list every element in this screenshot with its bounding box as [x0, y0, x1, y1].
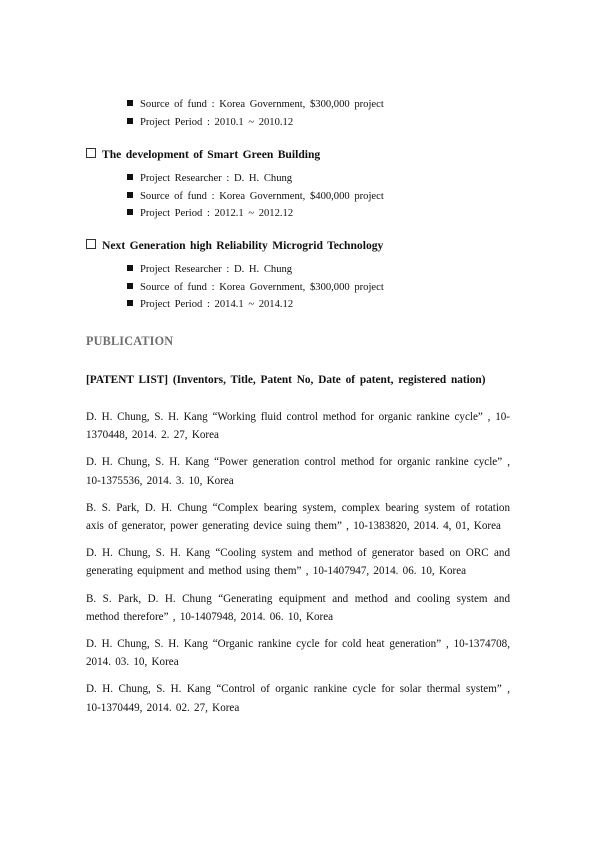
bullet-square-icon [127, 192, 133, 198]
project-1-details [127, 96, 384, 131]
patent-entry: D. H. Chung, S. H. Kang “Power generation control method for organic rankine cycle” , 10-1375536, 2014. 3. 10, Korea [86, 456, 510, 487]
project-3-period: Project Period : 2014.1 ~ 2014.12 [127, 296, 384, 314]
patent-list-heading: [PATENT LIST] (Inventors, Title, Patent No, Date of patent, registered nation) [86, 374, 486, 386]
checkbox-square-icon [86, 239, 96, 249]
patent-entry: D. H. Chung, S. H. Kang “Cooling system and method of generator based on ORC and generating equipment and method using them” , 10-1407947, 2014. 06. 10, Korea [86, 547, 510, 578]
bullet-square-icon [127, 265, 133, 271]
bullet-square-icon [127, 174, 133, 180]
project-2-period: Project Period : 2012.1 ~ 2012.12 [127, 205, 384, 223]
project-2-researcher: Project Researcher : D. H. Chung [127, 170, 384, 188]
project-3-fund: Source of fund : Korea Government, $300,000 project [127, 279, 384, 297]
checkbox-square-icon [86, 148, 96, 158]
project-2-fund: Source of fund : Korea Government, $400,000 project [127, 188, 384, 206]
patent-entry: B. S. Park, D. H. Chung “Generating equipment and method and cooling system and method therefore” , 10-1407948, 2014. 06. 10, Korea [86, 592, 510, 623]
patent-entry: D. H. Chung, S. H. Kang “Organic rankine cycle for cold heat generation” , 10-1374708, 2014. 03. 10, Korea [86, 638, 510, 669]
section-title: PUBLICATION [86, 334, 174, 348]
patent-entry: B. S. Park, D. H. Chung “Complex bearing system, complex bearing system of rotation axis of generator, power generating device suing them” , 10-1383820, 2014. 4, 01, Korea [86, 501, 510, 533]
bullet-square-icon [127, 209, 133, 215]
project-2-details [127, 170, 384, 223]
bullet-square-icon [127, 283, 133, 289]
patent-entry: D. H. Chung, S. H. Kang “Control of organic rankine cycle for solar thermal system” , 10-1370449, 2014. 02. 27, Korea [86, 683, 510, 714]
bullet-square-icon [127, 100, 133, 106]
patent-list [86, 408, 510, 726]
project-3-title: Next Generation high Reliability Microgrid Technology [86, 239, 383, 252]
bullet-square-icon [127, 300, 133, 306]
patent-entry: D. H. Chung, S. H. Kang “Working fluid control method for organic rankine cycle” , 10-1370448, 2014. 2. 27, Korea [86, 411, 510, 442]
project-2-title: The development of Smart Green Building [86, 148, 320, 161]
project-1-period: Project Period : 2010.1 ~ 2010.12 [127, 114, 384, 132]
project-3-details [127, 261, 384, 314]
project-3-researcher: Project Researcher : D. H. Chung [127, 261, 384, 279]
bullet-square-icon [127, 118, 133, 124]
project-1-fund: Source of fund : Korea Government, $300,000 project [127, 96, 384, 114]
